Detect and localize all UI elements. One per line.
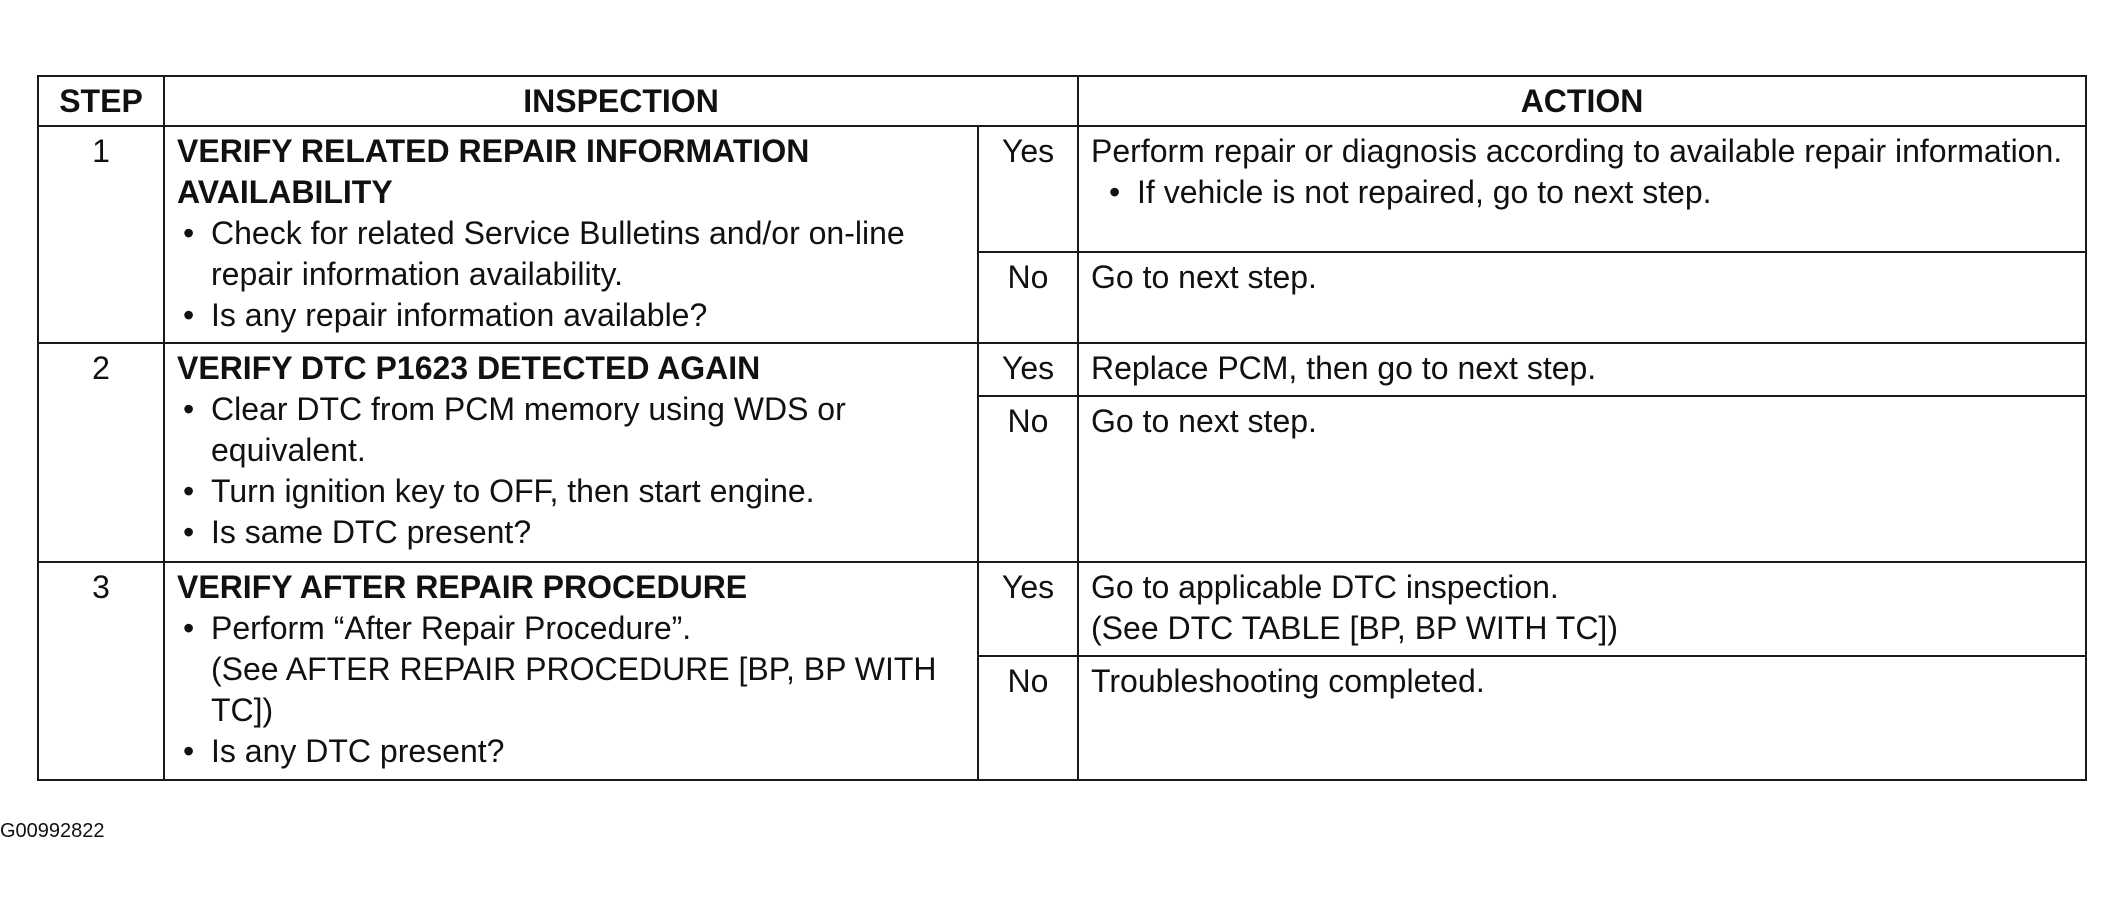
inspection-cell [164, 343, 978, 562]
figure-id: G00992822 [0, 820, 105, 842]
header-inspection: INSPECTION [164, 76, 1078, 126]
result-yes: Yes [978, 126, 1078, 252]
table-row [38, 343, 2086, 396]
table-row [38, 562, 2086, 656]
bullet-item: • Perform “After Repair Procedure”. [211, 608, 965, 649]
step-title: VERIFY RELATED REPAIR INFORMATION AVAILABILITY [177, 133, 810, 210]
action-no: Go to next step. [1078, 252, 2086, 343]
action-yes [1078, 562, 2086, 656]
bullet-item: • Turn ignition key to OFF, then start engine. [211, 471, 965, 512]
header-step: STEP [38, 76, 164, 126]
step-number: 2 [38, 343, 164, 562]
result-no: No [978, 252, 1078, 343]
action-bullets [1091, 172, 2073, 213]
action-yes: Replace PCM, then go to next step. [1078, 343, 2086, 396]
table-row [38, 126, 2086, 252]
result-yes: Yes [978, 562, 1078, 656]
result-yes: Yes [978, 343, 1078, 396]
diagnostic-procedure-table [37, 75, 2087, 781]
step-number: 1 [38, 126, 164, 343]
action-no: Go to next step. [1078, 396, 2086, 562]
inspection-cell [164, 126, 978, 343]
step-title: VERIFY AFTER REPAIR PROCEDURE [177, 569, 748, 605]
bullet-item: • If vehicle is not repaired, go to next step. [1137, 172, 2073, 213]
bullet-item: • Is any DTC present? [211, 731, 965, 772]
bullet-item: • Is same DTC present? [211, 512, 965, 553]
result-no: No [978, 396, 1078, 562]
inspection-bullets [177, 731, 965, 772]
action-text: Go to applicable DTC inspection. [1091, 569, 1559, 605]
reference-note: (See AFTER REPAIR PROCEDURE [BP, BP WITH TC]) [211, 651, 937, 728]
inspection-cell [164, 562, 978, 780]
bullet-item: • Is any repair information available? [211, 295, 965, 336]
step-number: 3 [38, 562, 164, 780]
result-no: No [978, 656, 1078, 780]
action-text: Perform repair or diagnosis according to available repair information. [1091, 133, 2063, 169]
bullet-item: • Check for related Service Bulletins and/or on-line repair information availability. [211, 213, 965, 295]
bullet-item: • Clear DTC from PCM memory using WDS or equivalent. [211, 389, 965, 471]
reference-note: (See DTC TABLE [BP, BP WITH TC]) [1091, 610, 1618, 646]
step-title: VERIFY DTC P1623 DETECTED AGAIN [177, 350, 761, 386]
action-no: Troubleshooting completed. [1078, 656, 2086, 780]
inspection-bullets [177, 213, 965, 336]
inspection-bullets [177, 608, 965, 649]
table-header-row [38, 76, 2086, 126]
header-action: ACTION [1078, 76, 2086, 126]
inspection-bullets [177, 389, 965, 553]
action-yes [1078, 126, 2086, 252]
